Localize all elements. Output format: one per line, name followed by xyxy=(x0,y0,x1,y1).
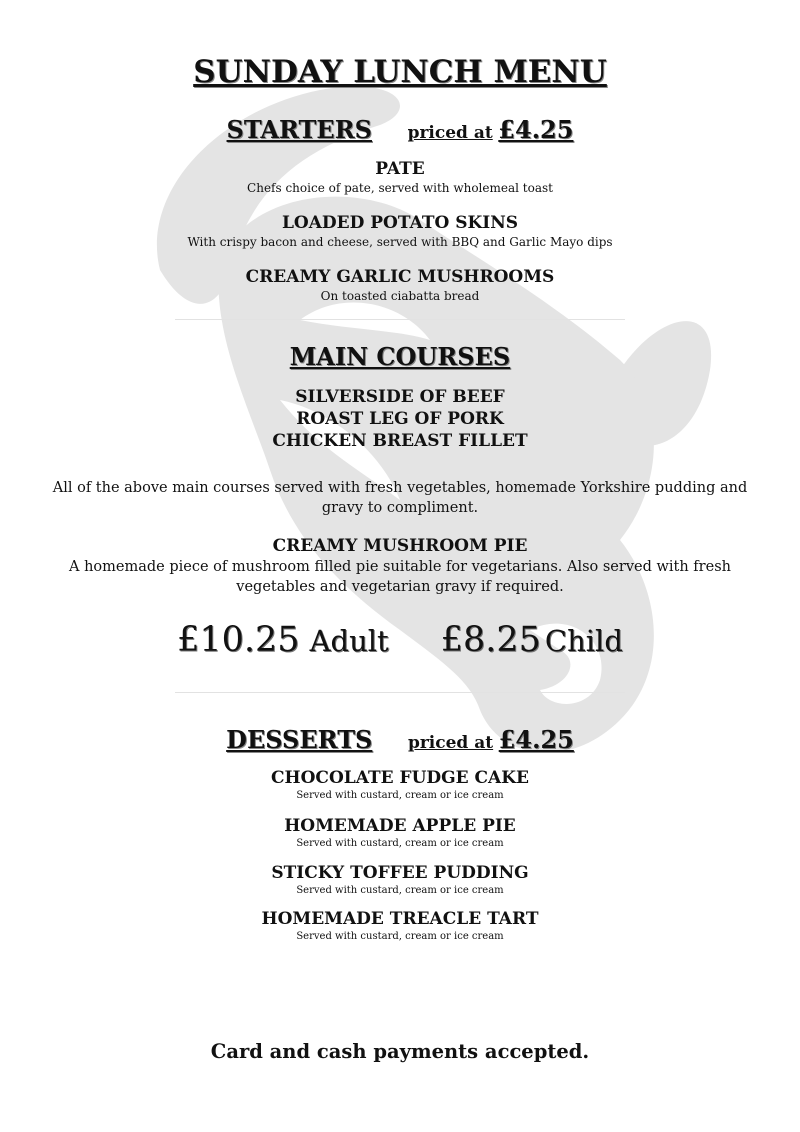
main-item: CHICKEN BREAST FILLET xyxy=(272,431,528,451)
starter-name: LOADED POTATO SKINS xyxy=(281,213,519,233)
dessert-item xyxy=(0,862,800,898)
mains-heading: MAIN COURSES xyxy=(289,342,511,371)
section-divider xyxy=(175,692,625,693)
main-prices xyxy=(0,620,800,660)
dessert-name: HOMEMADE APPLE PIE xyxy=(284,816,516,836)
dessert-name: HOMEMADE TREACLE TART xyxy=(261,909,539,929)
dessert-desc: Served with custard, cream or ice cream xyxy=(296,931,504,942)
desserts-heading-row xyxy=(0,725,800,754)
starter-item xyxy=(0,266,800,304)
starters-price: £4.25 xyxy=(498,115,574,144)
adult-price: £10.25 xyxy=(177,620,300,660)
adult-label: Adult xyxy=(309,624,389,658)
mains-heading-row xyxy=(0,342,800,371)
desserts-heading: DESSERTS xyxy=(226,725,373,754)
dessert-desc: Served with custard, cream or ice cream xyxy=(296,838,504,849)
payment-note: Card and cash payments accepted. xyxy=(210,1040,590,1063)
starter-desc: With crispy bacon and cheese, served with BBQ and Garlic Mayo dips xyxy=(187,235,613,249)
starter-name: CREAMY GARLIC MUSHROOMS xyxy=(245,267,555,287)
dessert-name: CHOCOLATE FUDGE CAKE xyxy=(271,768,529,788)
vegetarian-desc: A homemade piece of mushroom filled pie suitable for vegetarians. Also served with fresh vegetables and vegetarian gravy if required. xyxy=(69,559,731,595)
starter-desc: On toasted ciabatta bread xyxy=(320,289,480,303)
starters-heading: STARTERS xyxy=(226,115,372,144)
dessert-desc: Served with custard, cream or ice cream xyxy=(296,885,504,896)
menu-title: SUNDAY LUNCH MENU xyxy=(193,54,607,90)
starters-price-label: priced at xyxy=(407,123,493,143)
mains-list xyxy=(0,386,800,452)
mains-note: All of the above main courses served with fresh vegetables, homemade Yorkshire pudding and gravy to compliment. xyxy=(52,480,748,516)
main-item: ROAST LEG OF PORK xyxy=(296,409,504,429)
desserts-price: £4.25 xyxy=(498,725,574,754)
child-price: £8.25 xyxy=(440,620,541,660)
vegetarian-item xyxy=(0,535,800,597)
child-label: Child xyxy=(544,624,623,658)
dessert-item xyxy=(0,908,800,944)
dessert-name: STICKY TOFFEE PUDDING xyxy=(271,863,529,883)
starter-name: PATE xyxy=(375,159,425,179)
dessert-item xyxy=(0,767,800,803)
starter-desc: Chefs choice of pate, served with wholemeal toast xyxy=(247,181,553,195)
starter-item xyxy=(0,212,800,250)
desserts-price-label: priced at xyxy=(407,733,494,753)
vegetarian-name: CREAMY MUSHROOM PIE xyxy=(272,536,528,556)
starters-heading-row xyxy=(0,115,800,144)
dessert-item xyxy=(0,815,800,851)
main-item: SILVERSIDE OF BEEF xyxy=(295,387,505,407)
starter-item xyxy=(0,158,800,196)
dessert-desc: Served with custard, cream or ice cream xyxy=(296,790,504,801)
section-divider xyxy=(175,319,625,320)
